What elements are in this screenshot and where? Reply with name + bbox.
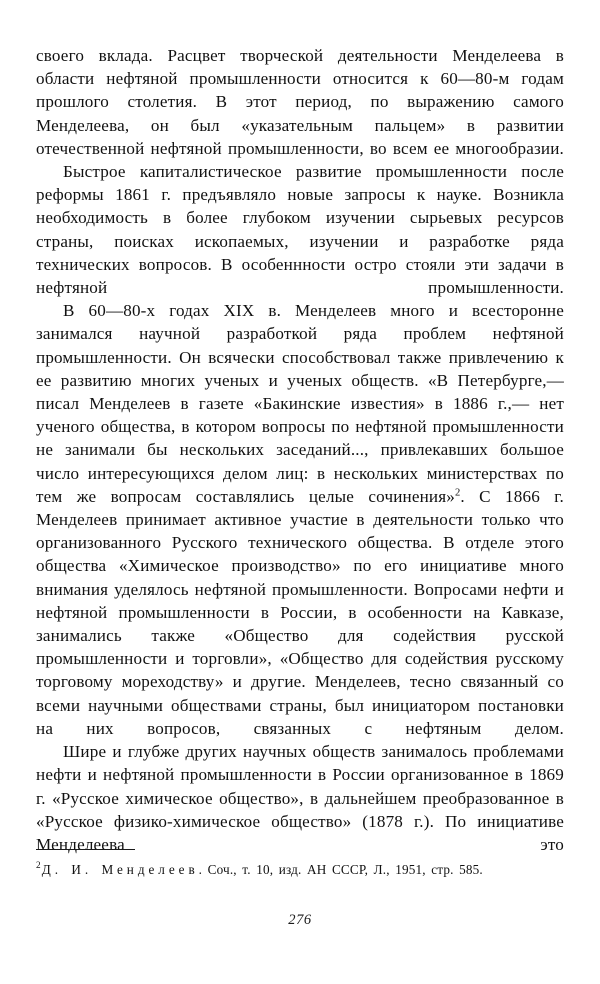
footnote-entry [36, 861, 564, 879]
footnote-number: 2 [36, 859, 41, 870]
paragraph-mendeleev-activity [36, 299, 564, 740]
paragraph-capitalist-development: Быстрое капиталистическое развитие промышленности после реформы 1861 г. предъявляло новые запросы к науке. Возникла необходимость в более глубоком изучении сырьевых ресурсов страны, поисках ископаемых, изучении и разработке ряда технических вопросов. В особеннности остро стояли эти задачи в нефтяной промышленности. [36, 162, 564, 298]
main-text-block [36, 44, 564, 856]
footnote-citation: . Соч., т. 10, изд. АН СССР, Л., 1951, стр. 585. [198, 862, 483, 877]
footnote-author: Д. И. Менделеев [41, 862, 199, 877]
page-number: 276 [288, 912, 312, 928]
paragraph-text-after-footnote: . С 1866 г. Менделеев принимает активное участие в деятельности только что организованного Русского технического общества. В отделе этого общества «Химическое производство» по его инициативе много внимания уделялось нефтяной промышленности. Вопросами нефти и нефтяной промышленности в России, в особенности на Кавказе, занимались также «Общество для содействия русской промышленности и торговли», «Общество для содействия русскому торговому мореходству» и другие. Менделеев, тесно связанный со всеми научными обществами страны, был инициатором постановки на них вопросов, связанных с нефтяным делом. [36, 486, 564, 738]
footnote-zone [36, 849, 564, 879]
paragraph-scientific-societies: Шире и глубже других научных обществ занималось проблемами нефти и нефтяной промышленности в России организованное в 1869 г. «Русское химическое общество», в дальнейшем преобразованное в «Русское физико-химическое общество» (1878 г.). По инициативе Менделеева это [36, 742, 564, 854]
footnote-separator-rule [36, 849, 135, 850]
paragraph-text-before-footnote: В 60—80-х годах XIX в. Менделеев много и всесторонне занимался научной разработкой ряда проблем нефтяной промышленности. Он всячески способствовал также привлечению к ее развитию многих ученых и ученых обществ. «В Петербурге,— писал Менделеев в газете «Бакинские известия» в 1886 г.,— нет ученого общества, в котором вопросы по нефтяной промышленности не занимали бы нескольких заседаний..., привлекавших большое число интересующихся делом лиц: в нескольких министерствах по тем же вопросам составлялись целые сочинения» [36, 301, 564, 506]
footnote-reference-marker[interactable]: 2 [455, 487, 461, 499]
paragraph-continuation: своего вклада. Расцвет творческой деятельности Менделеева в области нефтяной промышленности относится к 60—80-м годам прошлого столетия. В этот период, по выражению самого Менделеева, он был «указательным пальцем» в развитии отечественной нефтяной промышленности, во всем ее многообразии. [36, 46, 564, 158]
